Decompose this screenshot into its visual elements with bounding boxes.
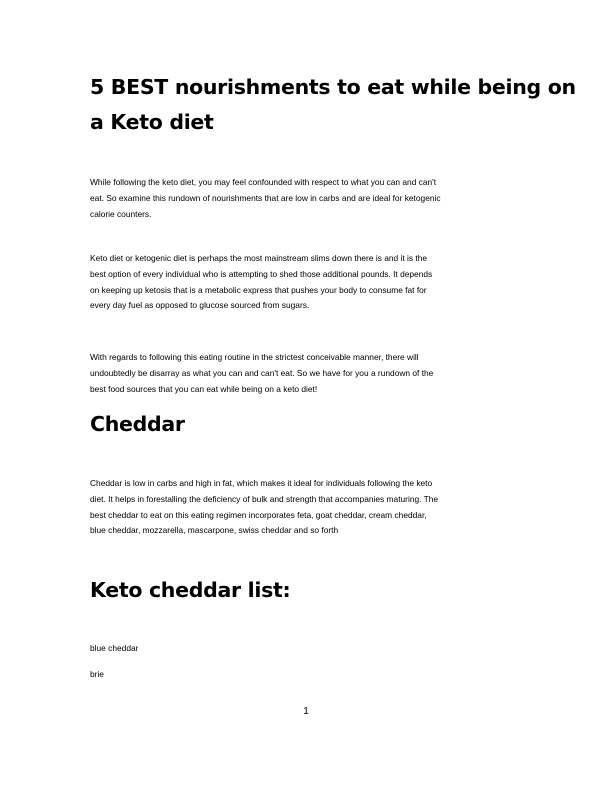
intro-paragraph-3 <box>90 350 433 397</box>
text-line: best cheddar to eat on this eating regimen incorporates feta, goat cheddar, cream cheddar, <box>90 509 427 520</box>
intro-paragraph-1 <box>90 175 441 222</box>
text-line: best food sources that you can eat while being on a keto diet! <box>90 383 318 394</box>
intro-paragraph-2 <box>90 251 432 314</box>
list-item: brie <box>90 669 104 679</box>
document-title <box>90 70 576 140</box>
keto-cheddar-list-heading: Keto cheddar list: <box>90 578 291 602</box>
text-line: Cheddar is low in carbs and high in fat, which makes it ideal for individuals following the keto <box>90 478 433 488</box>
title-line: 5 BEST nourishments to eat while being on <box>90 75 576 99</box>
text-line: on keeping up ketosis that is a metabolic express that pushes your body to consume fat for <box>90 284 427 295</box>
cheddar-paragraph <box>90 476 438 539</box>
page-number: 1 <box>303 706 309 717</box>
text-line: While following the keto diet, you may feel confounded with respect to what you can and can't <box>90 177 437 187</box>
text-line: blue cheddar, mozzarella, mascarpone, swiss cheddar and so forth <box>90 525 339 536</box>
title-line: a Keto diet <box>90 110 214 134</box>
text-line: With regards to following this eating routine in the strictest conceivable manner, there will <box>90 352 419 362</box>
list-item: blue cheddar <box>90 643 139 653</box>
text-line: Keto diet or ketogenic diet is perhaps the most mainstream slims down there is and it is the <box>90 253 428 263</box>
text-line: diet. It helps in forestalling the deficiency of bulk and strength that accompanies maturing. The <box>90 493 439 504</box>
text-line: every day fuel as opposed to glucose sourced from sugars. <box>90 300 310 311</box>
text-line: eat. So examine this rundown of nourishments that are low in carbs and are ideal for ketogenic <box>90 192 441 203</box>
text-line: calorie counters. <box>90 208 152 219</box>
text-line: best option of every individual who is attempting to shed those additional pounds. It depends <box>90 268 433 279</box>
text-line: undoubtedly be disarray as what you can and can't eat. So we have for you a rundown of the <box>90 367 434 378</box>
cheddar-heading: Cheddar <box>90 412 185 436</box>
